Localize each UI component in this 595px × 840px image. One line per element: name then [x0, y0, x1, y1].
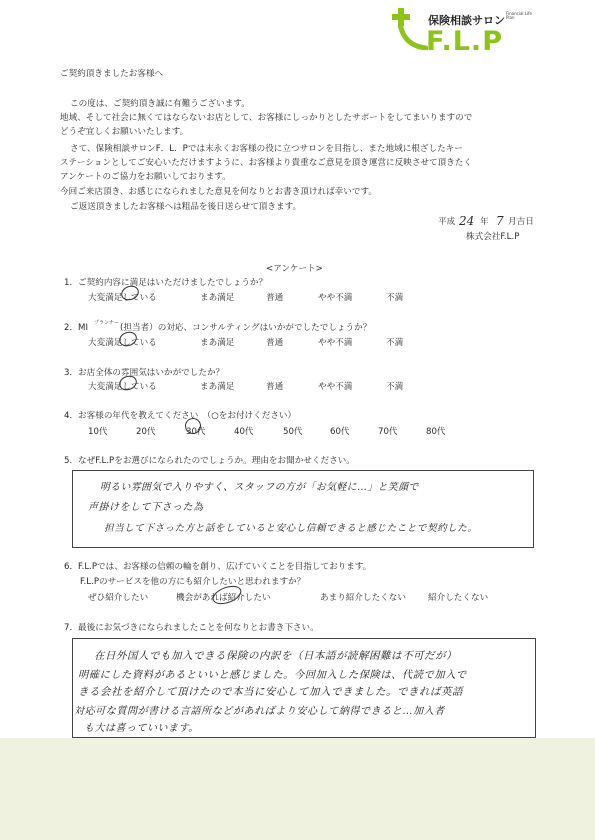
- handwritten-answer: 声掛けをして下さった為: [88, 502, 204, 513]
- question-6-sub: F.L.Pのサービスを他の方にも紹介したいと思われますか？: [80, 577, 306, 587]
- letter-paragraph: 今回ご来店頂き、お感じになられました意見を何なりとお書き頂ければ幸いです。: [60, 187, 377, 197]
- survey-title: <アンケート>: [266, 264, 323, 274]
- option[interactable]: ぜひ紹介したい: [88, 593, 149, 603]
- handwritten-answer: きる会社を紹介して頂けたので本当に安心して加入できました。できれば英語: [78, 686, 463, 698]
- question-5: 5．なぜF.L.Pをお選びになられたのでしょうか。理由をお聞かせください。: [64, 456, 355, 466]
- page-background-band: [0, 738, 595, 840]
- option[interactable]: 60代: [330, 427, 350, 437]
- option[interactable]: 不満: [386, 382, 404, 392]
- planner-handwritten: プランナー: [94, 320, 120, 326]
- option[interactable]: やや不満: [318, 338, 353, 348]
- question-3: 3．お店全体の雰囲気はいかがでしたか？: [64, 368, 225, 378]
- option[interactable]: 40代: [234, 427, 254, 437]
- option[interactable]: 70代: [378, 427, 398, 437]
- option[interactable]: 普通: [266, 338, 284, 348]
- question-4: 4．お客様の年代を教えてください （○をお付けください）: [64, 411, 297, 421]
- option[interactable]: 不満: [386, 293, 404, 303]
- letter-paragraph: ステーションとしてご安心いただけますように、お客様より貴重なご意見を頂き運営に反映させて頂きたく: [60, 158, 472, 168]
- logo-tagline: Financial Life Plan: [506, 11, 532, 21]
- question-1: 1．ご契約内容に満足はいただけましたでしょうか？: [64, 278, 268, 288]
- option[interactable]: 紹介したくない: [428, 593, 489, 603]
- handwritten-answer: 担当して下さった方と話をしていると安心し信頼できると感じたことで契約した。: [104, 523, 478, 534]
- handwritten-answer: 明確にした資料があるといいと感じました。今回加入した保険は、代読で加入で: [78, 669, 467, 681]
- option[interactable]: 普通: [266, 382, 284, 392]
- option[interactable]: 機会があれば紹介したい: [176, 593, 271, 603]
- question-7: 7．最後にお気づきになられましたことを何なりとお書き下さい。: [64, 623, 319, 633]
- handwritten-answer: 対応可な質問が書ける言語所などがあればより安心して納得できると…加入者: [74, 706, 445, 717]
- date-year-handwritten: 24: [459, 214, 475, 228]
- letter-paragraph: この度は、ご契約頂き誠に有難うございます。: [70, 99, 250, 109]
- handwritten-answer: 明るい雰囲気で入りやすく、スタッフの方が「お気軽に…」と笑顔で: [100, 482, 419, 493]
- option[interactable]: 20代: [136, 427, 156, 437]
- option[interactable]: 不満: [386, 338, 404, 348]
- company-name: 株式会社F.L.P: [466, 232, 520, 242]
- option[interactable]: 大変満足している: [88, 338, 157, 348]
- salutation: ご契約頂きましたお客様へ: [60, 69, 164, 79]
- logo-brand: F.L.P: [426, 26, 503, 57]
- option[interactable]: 大変満足している: [88, 382, 157, 392]
- option[interactable]: やや不満: [318, 293, 353, 303]
- date-month-handwritten: 7: [496, 214, 504, 228]
- option[interactable]: 80代: [426, 427, 446, 437]
- option[interactable]: まあ満足: [200, 293, 235, 303]
- option[interactable]: まあ満足: [200, 338, 235, 348]
- option[interactable]: まあ満足: [200, 382, 235, 392]
- letter-paragraph: 地域、そして社会に無くてはならないお店として、お客様にしっかりとしたサポートをしてまいりますので: [60, 113, 473, 123]
- option[interactable]: 50代: [283, 427, 303, 437]
- handwritten-answer: 在日外国人でも加入できる保険の内訳を（日本語が読解困難は不可だが）: [94, 650, 457, 662]
- option[interactable]: 30代: [186, 427, 206, 437]
- option[interactable]: 普通: [266, 293, 284, 303]
- option[interactable]: 10代: [88, 427, 108, 437]
- letter-paragraph: ご返送頂きましたお客様へは粗品を後日送らせて頂きます。: [70, 202, 302, 212]
- swoosh-icon: [398, 22, 428, 50]
- letter-paragraph: アンケートのご協力をお願いしております。: [60, 172, 231, 182]
- question-6: 6．F.L.Pでは、お客様の信頼の輪を創り、広げていくことを目指しております。: [64, 562, 372, 572]
- option[interactable]: やや不満: [318, 382, 353, 392]
- option[interactable]: あまり紹介したくない: [320, 593, 406, 603]
- letter-paragraph: どうぞ宜しくお願いいたします。: [60, 127, 189, 137]
- logo-salon-name: 保険相談サロン: [428, 14, 505, 27]
- letter-paragraph: さて、保険相談サロンF．L．Pでは末永くお客様の役に立つサロンを目指し、また地域に根ざしたキー: [70, 144, 463, 154]
- option[interactable]: 大変満足している: [88, 293, 157, 303]
- handwritten-answer: も大は喜っていいます。: [84, 723, 199, 734]
